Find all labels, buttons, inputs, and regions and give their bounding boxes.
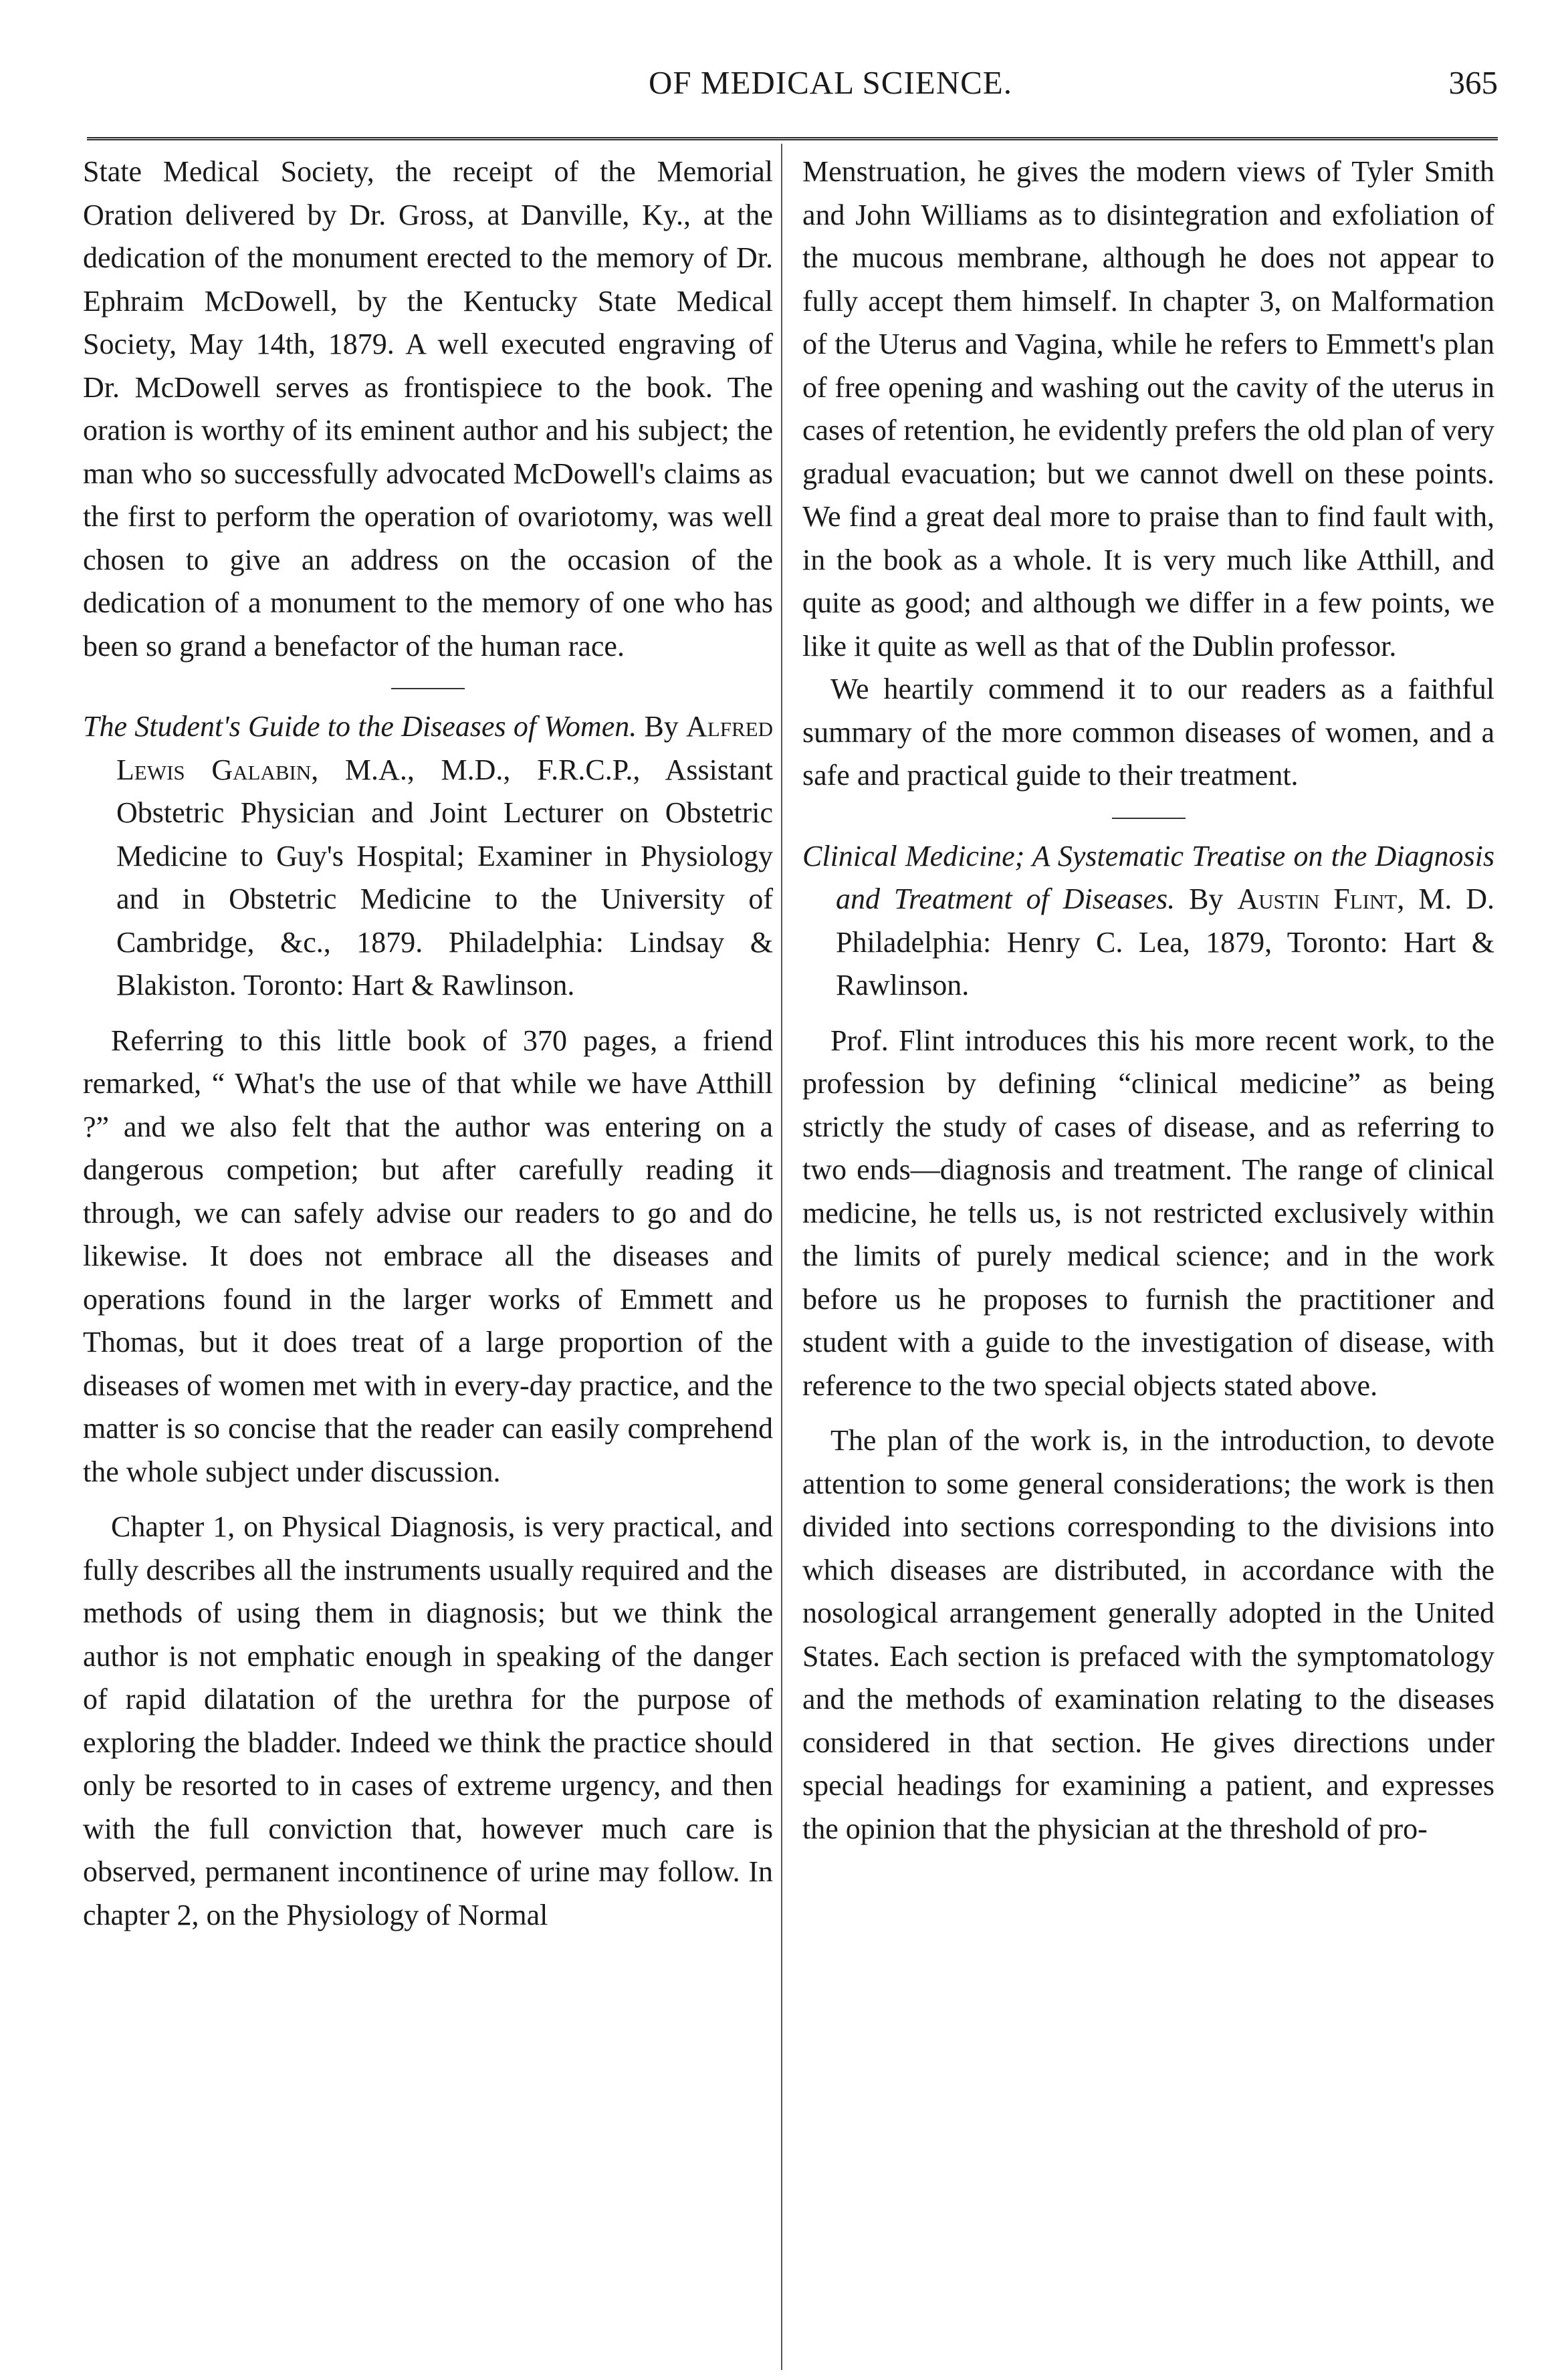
running-title: OF MEDICAL SCIENCE. (649, 64, 1012, 101)
book-citation-galabin (83, 705, 773, 1007)
header-rule (87, 137, 1498, 143)
page-header (80, 64, 1498, 117)
continued-paragraph: State Medical Society, the receipt of the Memorial Oration delivered by Dr. Gross, at Danville, Ky., at the dedication of the monument erected to the memory of Dr. Ephraim McDowell, by the Kentucky State Medical Society, May 14th, 1879. A well executed engraving of Dr. McDowell serves as frontispiece to the book. The oration is worthy of its eminent author and his subject; the man who so successfully advocated McDowell's claims as the first to perform the operation of ovariotomy, was well chosen to give an address on the occasion of the dedication of a monument to the memory of one who has been so grand a benefactor of the human race. (83, 155, 773, 663)
book-details: , M. D. Philadelphia: Henry C. Lea, 1879, Toronto: Hart & Rawlinson. (836, 882, 1495, 1001)
book-author: Alfred Lewis Galabin (116, 710, 773, 786)
section-separator (1112, 818, 1186, 819)
page-number: 365 (1448, 64, 1498, 101)
book-author: Austin Flint (1237, 882, 1398, 915)
review-paragraph: Prof. Flint introduces this his more recent work, to the profession by defining “clinical medicine” as being strictly the study of cases of disease, and as referring to two ends—diagnosis and treatment. The range of clinical medicine, he tells us, is not restricted exclusively within the limits of purely medical science; and in the work before us he proposes to furnish the practitioner and student with a guide to the investigation of disease, with reference to the two special objects stated above. (802, 1024, 1494, 1402)
review-paragraph: Chapter 1, on Physical Diagnosis, is very practical, and fully describes all the instruments usually required and the methods of using them in diagnosis; but we think the author is not emphatic enough in speaking of the danger of rapid dilatation of the urethra for the purpose of exploring the bladder. Indeed we think the practice should only be resorted to in cases of extreme urgency, and then with the full conviction that, however much care is observed, permanent incontinence of urine may follow. In chapter 2, on the Physiology of Normal (83, 1510, 773, 1931)
left-column (83, 150, 773, 1937)
by-label: By (644, 710, 679, 743)
review-paragraph: We heartily commend it to our readers as a faithful summary of the more common diseases of women, and a safe and practical guide to their treatment. (802, 673, 1494, 792)
section-separator (391, 688, 465, 689)
review-paragraph: Menstruation, he gives the modern views of Tyler Smith and John Williams as to disintegration and exfoliation of the mucous membrane, although he does not appear to fully accept them himself. In chapter 3, on Malformation of the Uterus and Vagina, while he refers to Emmett's plan of free opening and washing out the cavity of the uterus in cases of retention, he evidently prefers the old plan of very gradual evacuation; but we cannot dwell on these points. We find a great deal more to praise than to find fault with, in the book as a whole. It is very much like Atthill, and quite as good; and although we differ in a few points, we like it quite as well as that of the Dublin professor. (802, 155, 1494, 663)
book-title: Clinical Medicine; A Systematic Treatise on the Diagnosis and Treatment of Diseases. (802, 839, 1494, 915)
book-citation-flint (802, 835, 1494, 1007)
by-label: By (1189, 882, 1224, 915)
column-divider (781, 144, 782, 2370)
review-paragraph: The plan of the work is, in the introduction, to devote attention to some general considerations; the work is then divided into sections corresponding to the divisions into which diseases are distributed, in accordance with the nosological arrangement generally adopted in the United States. Each section is prefaced with the symptomatology and the methods of examination relating to the diseases considered in that section. He gives directions under special headings for examining a patient, and expresses the opinion that the physician at the threshold of pro- (802, 1424, 1494, 1845)
review-paragraph: Referring to this little book of 370 pages, a friend remarked, “ What's the use of that while we have Atthill ?” and we also felt that the author was entering on a dangerous competion; but after carefully reading it through, we can safely advise our readers to go and do likewise. It does not embrace all the diseases and operations found in the larger works of Emmett and Thomas, but it does treat of a large proportion of the diseases of women met with in every-day practice, and the matter is so concise that the reader can easily comprehend the whole subject under discussion. (83, 1024, 773, 1488)
book-details: , M.A., M.D., F.R.C.P., Assistant Obstetric Physician and Joint Lecturer on Obstetric Medicine to Guy's Hospital; Examiner in Physiology and in Obstetric Medicine to the University of Cambridge, &c., 1879. Philadelphia: Lindsay & Blakiston. Toronto: Hart & Rawlinson. (116, 753, 773, 1001)
book-title: The Student's Guide to the Diseases of Women. (83, 710, 637, 743)
right-column (802, 150, 1494, 1851)
